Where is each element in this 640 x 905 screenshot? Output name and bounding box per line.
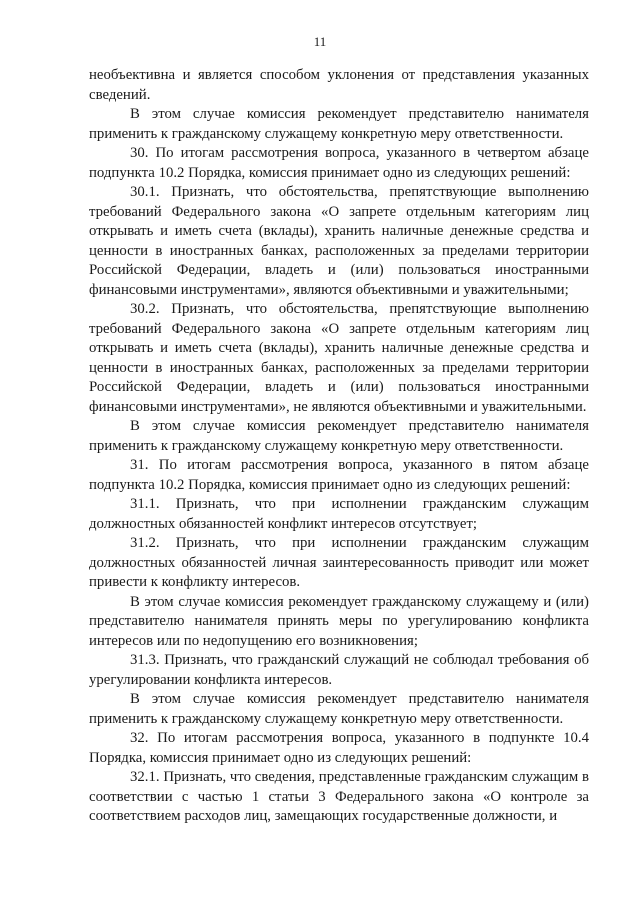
paragraph-recommendation-4: В этом случае комиссия рекомендует представителю нанимателя применить к гражданскому служащему конкретную меру ответственности.	[89, 691, 589, 727]
paragraph-continuation: необъективна и является способом уклонения от представления указанных сведений.	[89, 67, 589, 103]
paragraph-item-31: 31. По итогам рассмотрения вопроса, указанного в пятом абзаце подпункта 10.2 Порядка, комиссия принимает одно из следующих решений:	[89, 457, 589, 493]
document-body	[89, 66, 589, 827]
paragraph-item-32: 32. По итогам рассмотрения вопроса, указанного в подпункте 10.4 Порядка, комиссия принимает одно из следующих решений:	[89, 730, 589, 766]
paragraph-item-31-3: 31.3. Признать, что гражданский служащий не соблюдал требования об урегулировании конфликта интересов.	[89, 652, 589, 688]
paragraph-item-30: 30. По итогам рассмотрения вопроса, указанного в четвертом абзаце подпункта 10.2 Порядка, комиссия принимает одно из следующих решений:	[89, 145, 589, 181]
paragraph-recommendation-1: В этом случае комиссия рекомендует представителю нанимателя применить к гражданскому служащему конкретную меру ответственности.	[89, 106, 589, 142]
page-number: 11	[313, 34, 327, 49]
paragraph-recommendation-2: В этом случае комиссия рекомендует представителю нанимателя применить к гражданскому служащему конкретную меру ответственности.	[89, 418, 589, 454]
paragraph-item-30-2: 30.2. Признать, что обстоятельства, препятствующие выполнению требований Федерального закона «О запрете отдельным категориям лиц открывать и иметь счета (вклады), хранить наличные денежные средства и ценности в иностранных банках, расположенных за пределами территории Российской Федерации, владеть и (или) пользоваться иностранными финансовыми инструментами», не являются объективными и уважительными.	[89, 301, 589, 415]
paragraph-item-31-2: 31.2. Признать, что при исполнении гражданским служащим должностных обязанностей личная заинтересованность приводит или может привести к конфликту интересов.	[89, 535, 589, 590]
paragraph-item-30-1: 30.1. Признать, что обстоятельства, препятствующие выполнению требований Федерального закона «О запрете отдельным категориям лиц открывать и иметь счета (вклады), хранить наличные денежные средства и ценности в иностранных банках, расположенных за пределами территории Российской Федерации, владеть и (или) пользоваться иностранными финансовыми инструментами», являются объективными и уважительными;	[89, 184, 589, 298]
paragraph-recommendation-3: В этом случае комиссия рекомендует гражданскому служащему и (или) представителю нанимателя принять меры по урегулированию конфликта интересов или по недопущению его возникновения;	[89, 593, 589, 649]
paragraph-item-32-1: 32.1. Признать, что сведения, представленные гражданским служащим в соответствии с частью 1 статьи 3 Федерального закона «О контроле за соответствием расходов лиц, замещающих государственные должности, и	[89, 769, 589, 824]
paragraph-item-31-1: 31.1. Признать, что при исполнении гражданским служащим должностных обязанностей конфликт интересов отсутствует;	[89, 496, 589, 532]
